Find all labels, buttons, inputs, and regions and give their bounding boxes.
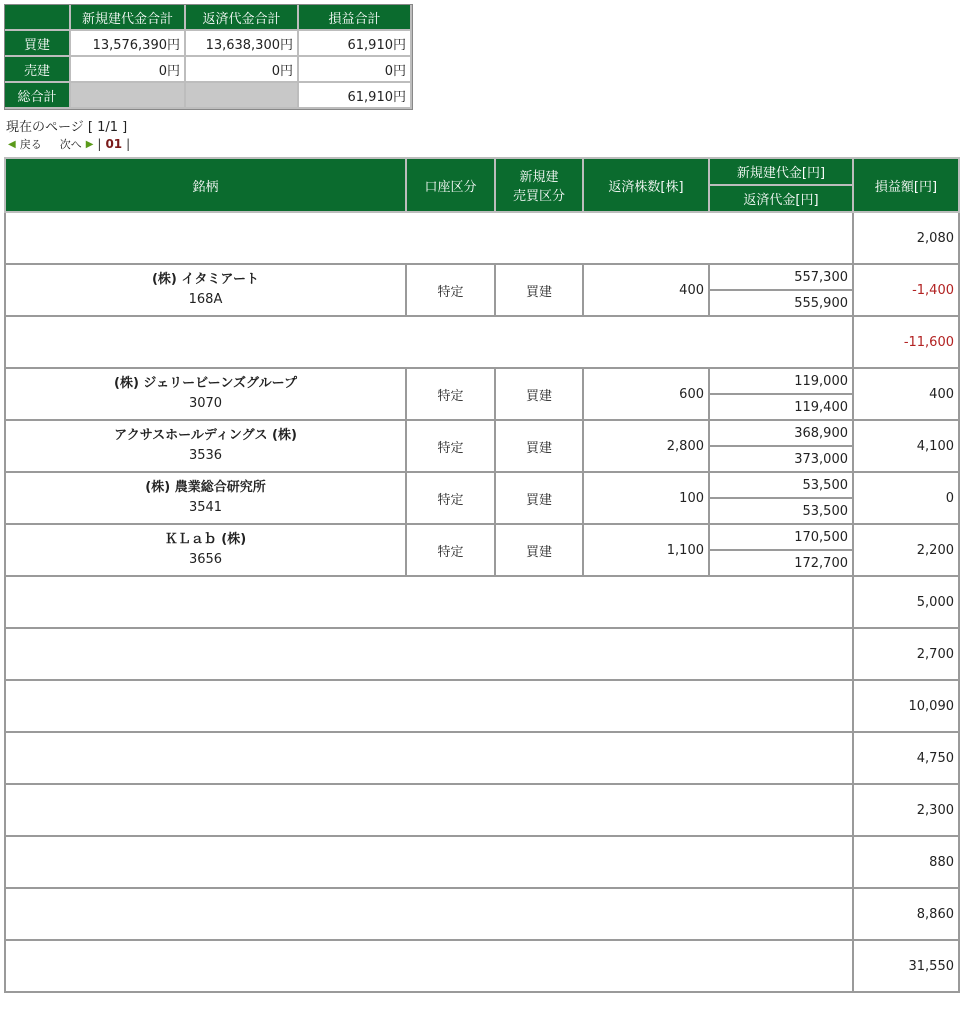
summary-table [4, 4, 413, 110]
header-trade-type-line1: 新規建 [519, 170, 559, 185]
summary-pl-total: 61,910円 [299, 83, 412, 109]
table-row [5, 888, 959, 914]
summary-header-row [5, 5, 412, 31]
masked-row-cell [5, 576, 853, 628]
account-type: 特定 [406, 420, 495, 472]
shares-value: 100 [583, 472, 709, 524]
stock-code: 3536 [188, 448, 223, 463]
stock-code: 168A [188, 292, 223, 307]
shares-value: 600 [583, 368, 709, 420]
masked-row-cell [5, 940, 853, 992]
repay-amount-value: 53,500 [709, 498, 853, 524]
pl-value: 8,860 [853, 888, 959, 940]
table-row [5, 732, 959, 758]
pagination [8, 136, 130, 152]
summary-row-grand-total [5, 83, 412, 109]
trade-type: 買建 [495, 472, 583, 524]
stock-cell [5, 524, 406, 576]
pl-value: 10,090 [853, 680, 959, 732]
table-row [5, 784, 959, 810]
table-row [5, 420, 959, 446]
header-new-amount: 新規建代金[円] [709, 158, 853, 185]
pl-value: 2,700 [853, 628, 959, 680]
table-row [5, 368, 959, 394]
summary-header-repay-total: 返済代金合計 [186, 5, 299, 31]
table-row [5, 472, 959, 498]
summary-corner [5, 5, 71, 31]
trade-type: 買建 [495, 524, 583, 576]
back-arrow-icon: ◀ [8, 138, 16, 150]
pl-value: 2,080 [853, 212, 959, 264]
account-type: 特定 [406, 524, 495, 576]
table-row [5, 628, 959, 654]
pl-value: -11,600 [853, 316, 959, 368]
masked-row-cell [5, 316, 853, 368]
stock-name[interactable]: (株) 農業総合研究所 [145, 480, 266, 495]
masked-row-cell [5, 732, 853, 784]
repay-amount-value: 373,000 [709, 446, 853, 472]
stock-code: 3070 [188, 396, 223, 411]
summary-row-label: 総合計 [5, 83, 71, 109]
stock-name[interactable]: ＫＬａｂ (株) [164, 532, 247, 547]
pl-value: 2,200 [853, 524, 959, 576]
table-row [5, 836, 959, 862]
summary-header-pl-total: 損益合計 [299, 5, 412, 31]
summary-new-total: 0円 [71, 57, 186, 83]
trade-type: 買建 [495, 420, 583, 472]
shares-value: 2,800 [583, 420, 709, 472]
summary-header-new-total: 新規建代金合計 [71, 5, 186, 31]
header-trade-type [495, 158, 583, 212]
header-account: 口座区分 [406, 158, 495, 212]
stock-cell [5, 420, 406, 472]
masked-row-cell [5, 680, 853, 732]
header-trade-type-line2: 売買区分 [512, 189, 565, 204]
summary-row-buy [5, 31, 412, 57]
pl-value: 400 [853, 368, 959, 420]
positions-body [5, 212, 959, 992]
pl-value: 4,100 [853, 420, 959, 472]
pl-value: 880 [853, 836, 959, 888]
repay-amount-value: 119,400 [709, 394, 853, 420]
stock-cell [5, 472, 406, 524]
summary-row-sell [5, 57, 412, 83]
pl-value: -1,400 [853, 264, 959, 316]
repay-amount-value: 555,900 [709, 290, 853, 316]
table-row [5, 576, 959, 602]
page-number-link[interactable]: 01 [105, 137, 123, 151]
masked-row-cell [5, 836, 853, 888]
repay-amount-value: 172,700 [709, 550, 853, 576]
new-amount-value: 368,900 [709, 420, 853, 446]
summary-row-label: 売建 [5, 57, 71, 83]
table-row [5, 940, 959, 966]
stock-name[interactable]: アクサスホールディングス (株) [114, 428, 297, 443]
new-amount-value: 170,500 [709, 524, 853, 550]
next-link[interactable]: 次へ [59, 138, 82, 151]
page-separator: | [126, 137, 131, 151]
table-row [5, 524, 959, 550]
summary-pl-total: 0円 [299, 57, 412, 83]
new-amount-value: 557,300 [709, 264, 853, 290]
stock-cell [5, 264, 406, 316]
account-type: 特定 [406, 472, 495, 524]
table-row [5, 316, 959, 342]
header-shares: 返済株数[株] [583, 158, 709, 212]
pl-value: 31,550 [853, 940, 959, 992]
masked-row-cell [5, 784, 853, 836]
pl-value: 5,000 [853, 576, 959, 628]
header-stock: 銘柄 [5, 158, 406, 212]
trade-type: 買建 [495, 368, 583, 420]
page-separator: | [97, 137, 102, 151]
summary-pl-total: 61,910円 [299, 31, 412, 57]
trade-type: 買建 [495, 264, 583, 316]
pl-value: 4,750 [853, 732, 959, 784]
pl-value: 0 [853, 472, 959, 524]
stock-cell [5, 368, 406, 420]
masked-row-cell [5, 212, 853, 264]
shares-value: 1,100 [583, 524, 709, 576]
stock-code: 3656 [188, 552, 223, 567]
table-header-row [5, 158, 959, 185]
summary-new-total: 13,576,390円 [71, 31, 186, 57]
header-pl: 損益額[円] [853, 158, 959, 212]
summary-row-label: 買建 [5, 31, 71, 57]
stock-name[interactable]: (株) ジェリービーンズグループ [114, 376, 297, 391]
table-row [5, 264, 959, 290]
masked-row-cell [5, 888, 853, 940]
summary-repay-total: 0円 [186, 57, 299, 83]
current-page-indicator: 現在のページ [ 1/1 ] [6, 120, 128, 135]
stock-code: 3541 [188, 500, 223, 515]
back-link[interactable]: 戻る [19, 138, 42, 151]
account-type: 特定 [406, 264, 495, 316]
stock-name[interactable]: (株) イタミアート [151, 272, 260, 287]
next-arrow-icon: ▶ [85, 138, 94, 150]
table-row [5, 212, 959, 238]
account-type: 特定 [406, 368, 495, 420]
summary-repay-total: 13,638,300円 [186, 31, 299, 57]
pl-value: 2,300 [853, 784, 959, 836]
positions-table [4, 157, 960, 993]
summary-new-total-empty [71, 83, 186, 109]
new-amount-value: 119,000 [709, 368, 853, 394]
header-repay-amount: 返済代金[円] [709, 185, 853, 212]
table-row [5, 680, 959, 706]
shares-value: 400 [583, 264, 709, 316]
masked-row-cell [5, 628, 853, 680]
summary-repay-total-empty [186, 83, 299, 109]
new-amount-value: 53,500 [709, 472, 853, 498]
